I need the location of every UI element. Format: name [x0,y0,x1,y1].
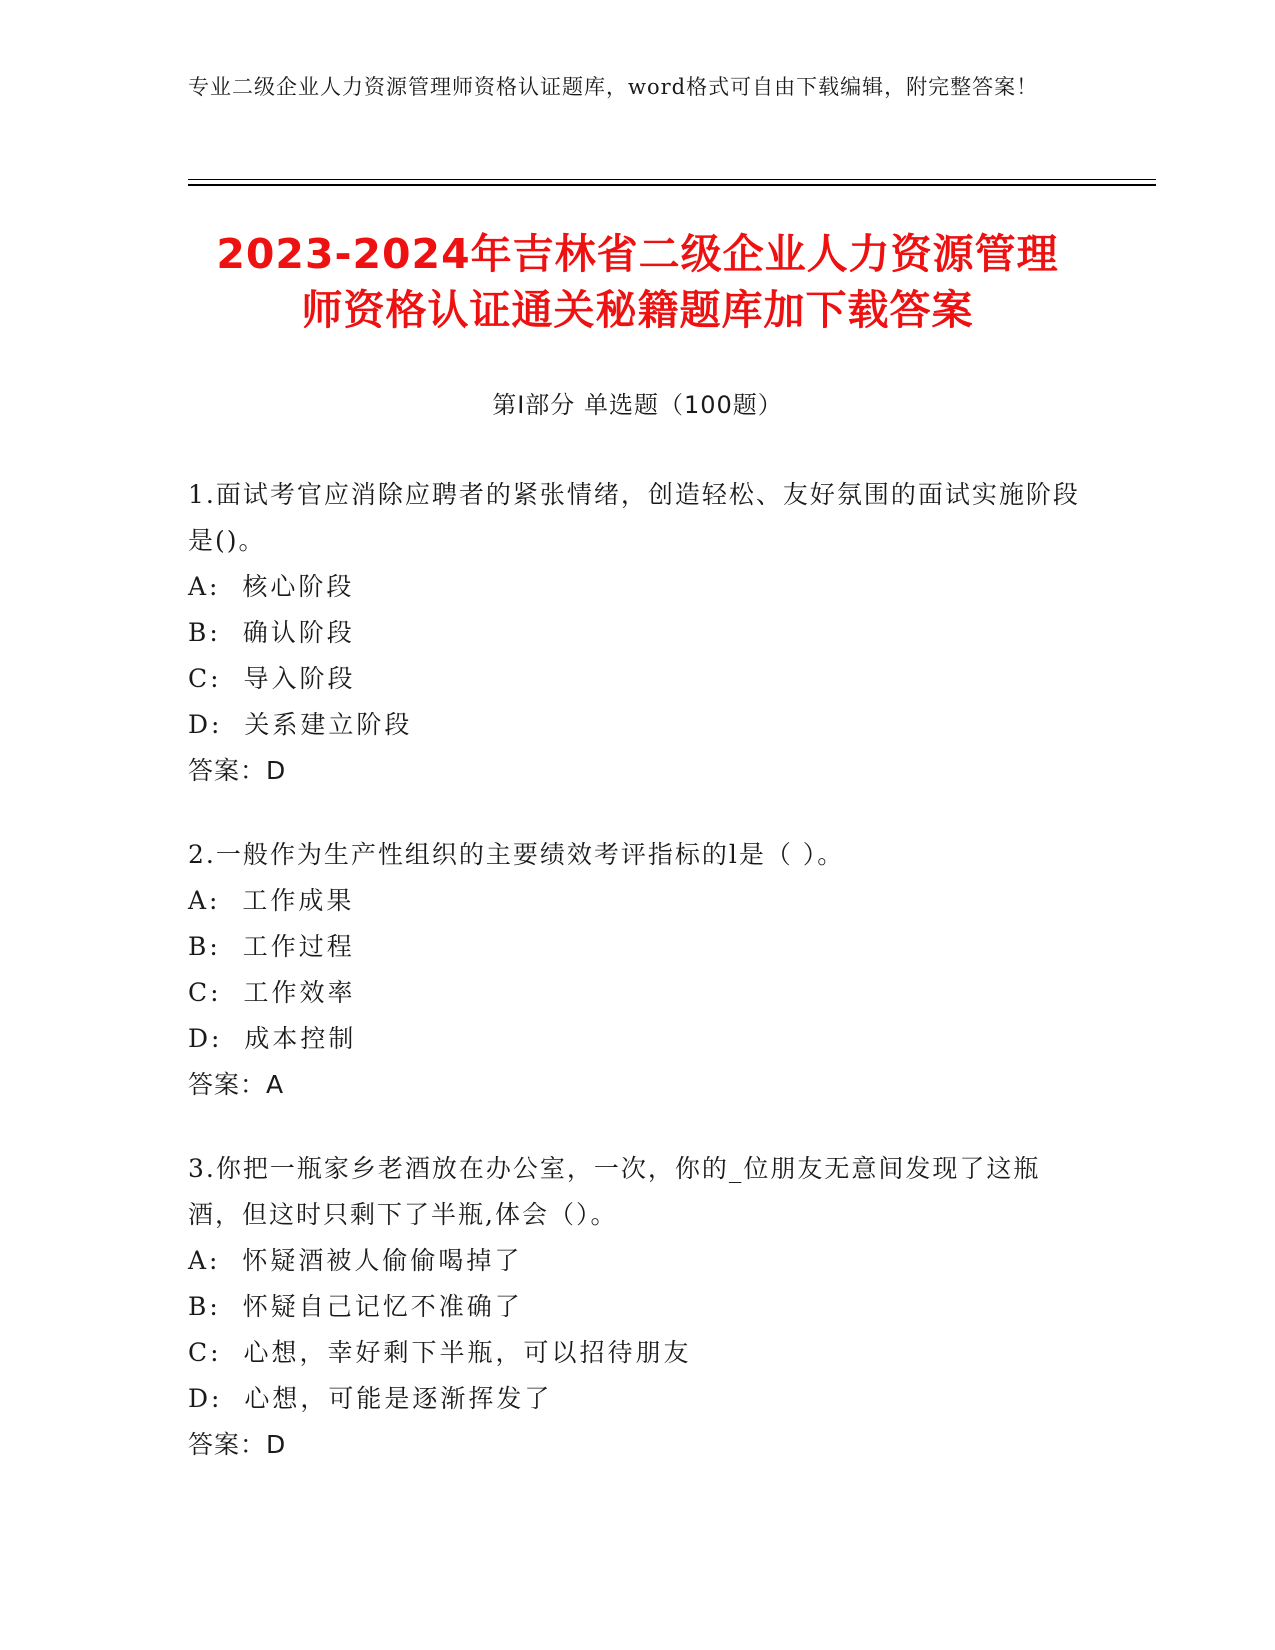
section-heading: 第Ⅰ部分 单选题（100题） [492,391,783,419]
question-1 [188,472,1088,794]
option-c: C: 导入阶段 [188,664,356,693]
option-a: A: 核心阶段 [188,572,355,601]
answer: 答案：D [188,756,287,785]
answer: 答案：D [188,1430,287,1459]
option-c: C: 心想，幸好剩下半瓶，可以招待朋友 [188,1338,692,1367]
option-a: A: 工作成果 [188,886,355,915]
option-c: C: 工作效率 [188,978,356,1007]
header-divider-thick [188,184,1156,186]
option-d: D: 关系建立阶段 [188,710,413,739]
header-note: 专业二级企业人力资源管理师资格认证题库，word格式可自由下载编辑，附完整答案！ [188,75,1039,99]
question-3 [188,1146,1088,1468]
document-title [150,226,1125,338]
option-b: B: 怀疑自己记忆不准确了 [188,1292,523,1321]
title-line-2: 师资格认证通关秘籍题库加下载答案 [301,286,974,334]
question-text: 3.你把一瓶家乡老酒放在办公室，一次，你的_位朋友无意间发现了这瓶酒，但这时只剩下了半瓶,体会（）。 [188,1154,1041,1229]
question-list [188,472,1088,1506]
option-b: B: 确认阶段 [188,618,355,647]
option-d: D: 成本控制 [188,1024,357,1053]
option-b: B: 工作过程 [188,932,355,961]
title-line-1: 2023-2024年吉林省二级企业人力资源管理 [216,230,1059,278]
question-2 [188,832,1088,1108]
header-divider-thin [188,179,1156,180]
question-text: 1.面试考官应消除应聘者的紧张情绪，创造轻松、友好氛围的面试实施阶段是()。 [188,480,1080,555]
question-text: 2.一般作为生产性组织的主要绩效考评指标的l是（ ）。 [188,840,845,869]
option-d: D: 心想，可能是逐渐挥发了 [188,1384,553,1413]
option-a: A: 怀疑酒被人偷偷喝掉了 [188,1246,523,1275]
answer: 答案：A [188,1070,285,1099]
